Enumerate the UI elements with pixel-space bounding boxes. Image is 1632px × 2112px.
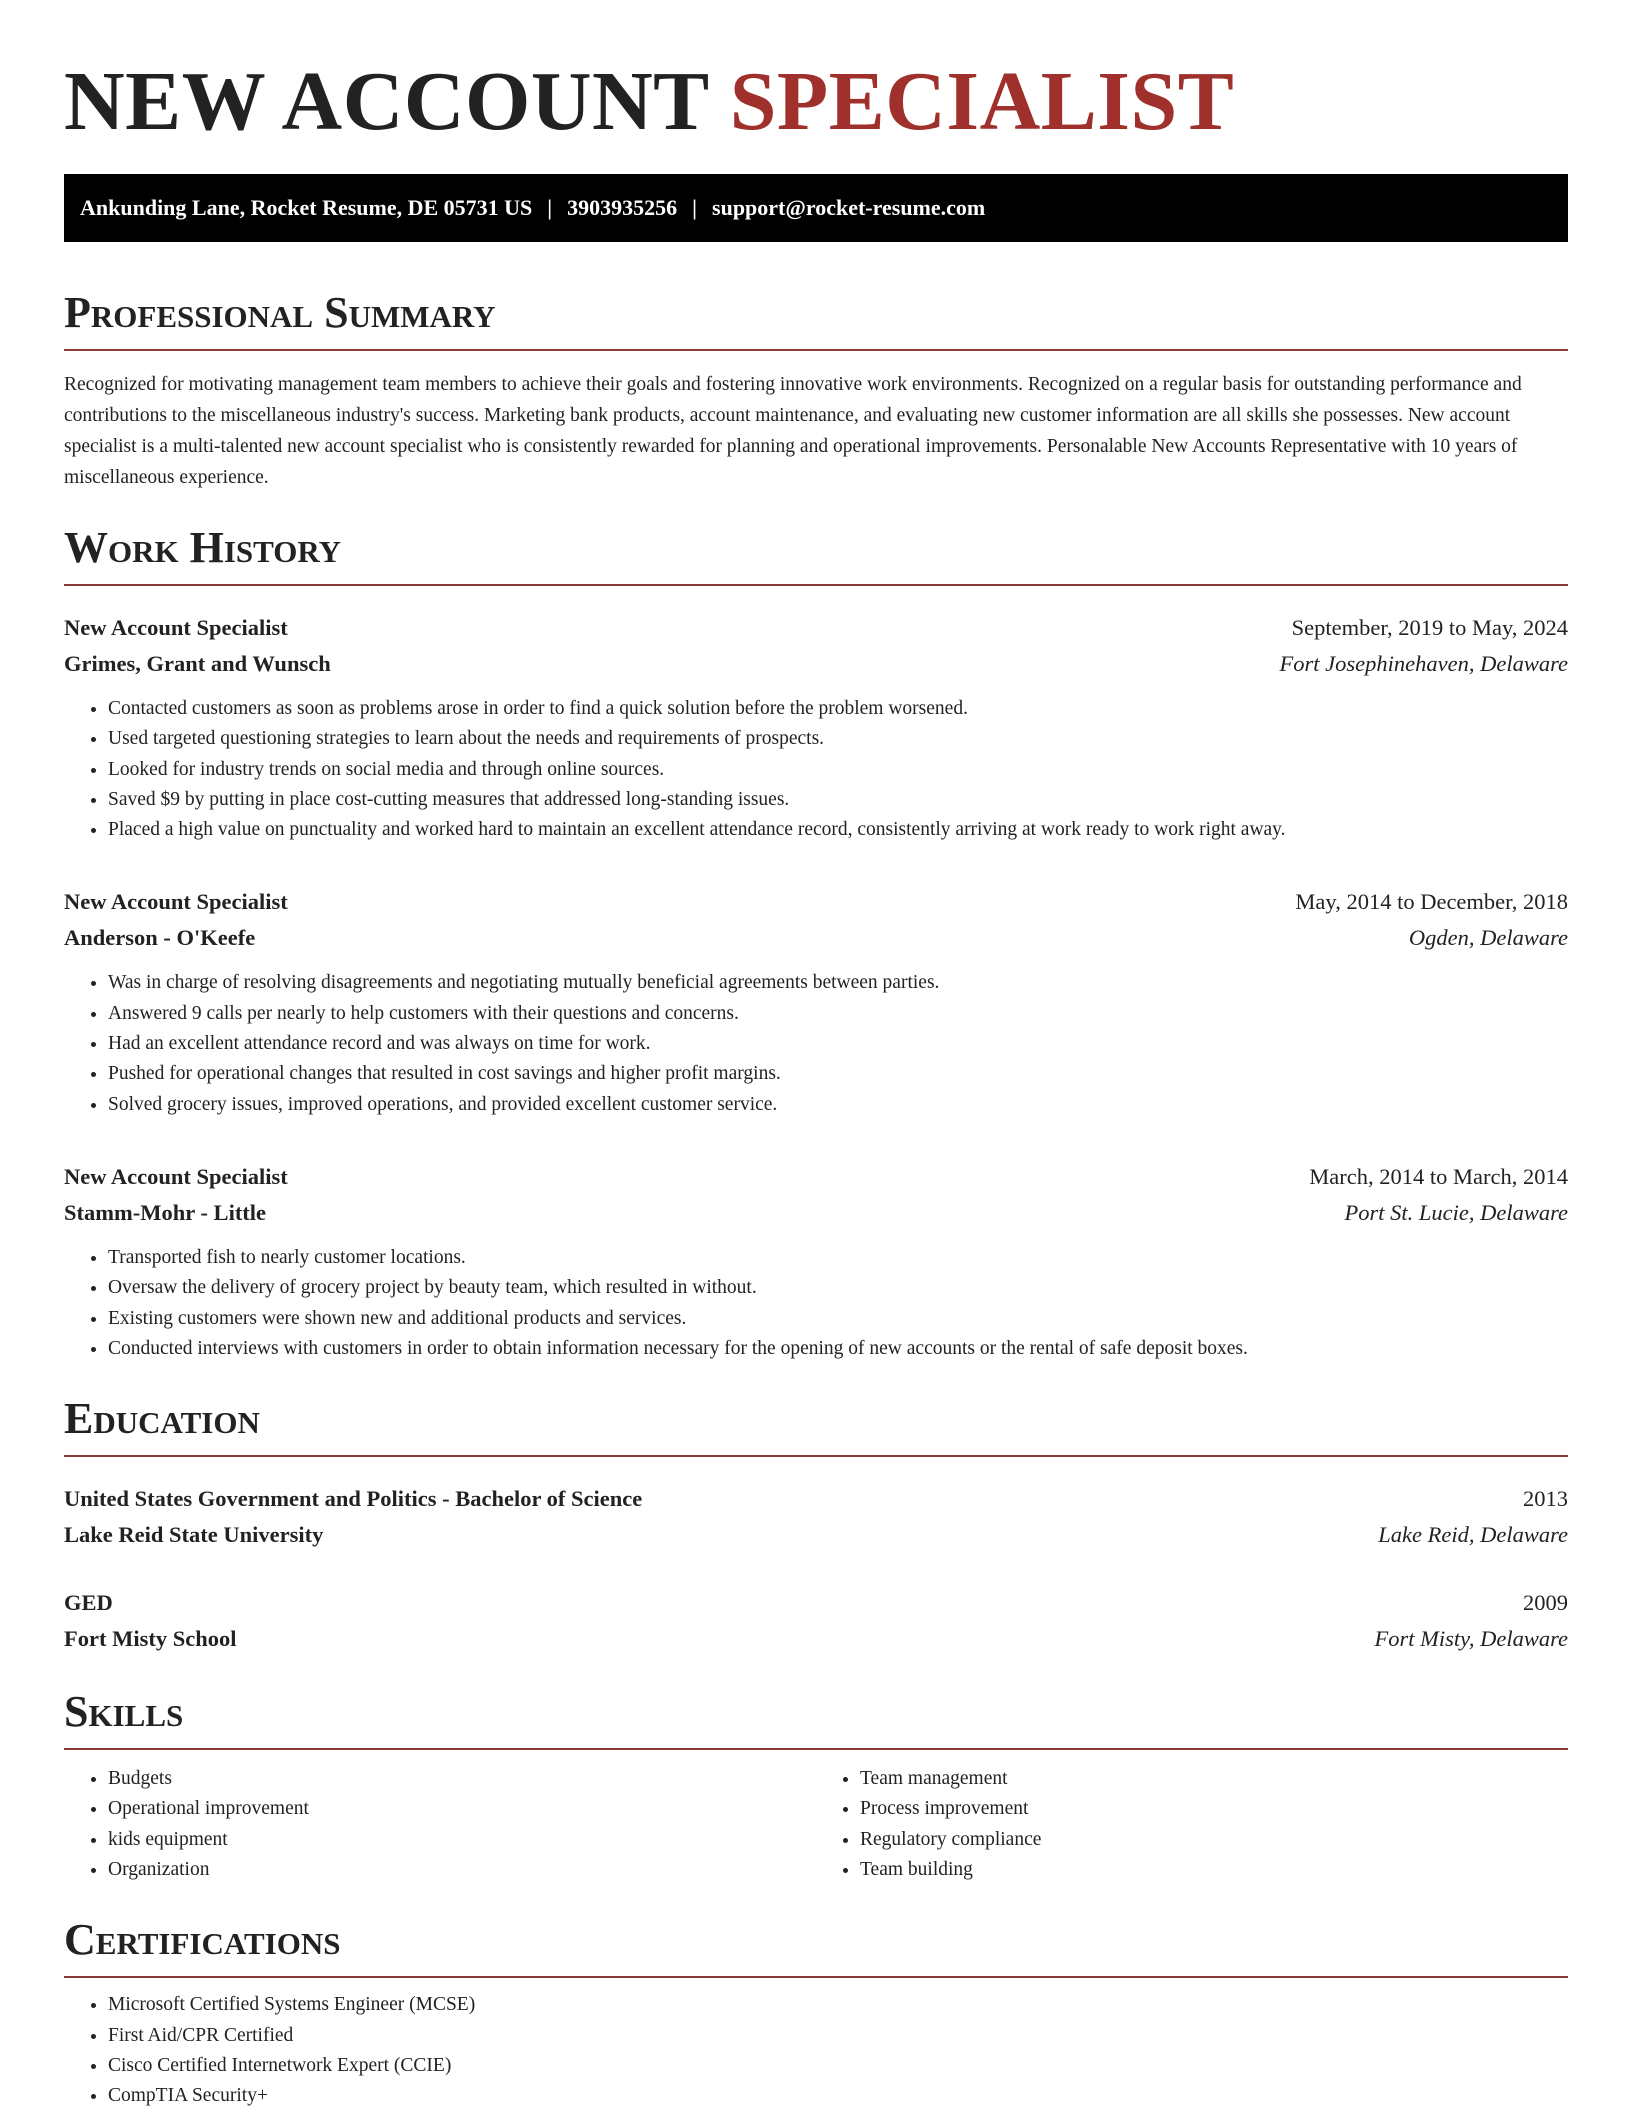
job-company: Stamm-Mohr - Little — [64, 1199, 267, 1225]
job-bullet: • Transported fish to nearly customer locations. — [108, 1243, 1568, 1273]
name-accent-part: SPECIALIST — [729, 55, 1235, 148]
section-title-summary: Professional Summary — [64, 288, 496, 337]
job-bullet: • Solved grocery issues, improved operations, and provided excellent customer service. — [108, 1090, 1568, 1120]
certification-item: • Cisco Certified Internetwork Expert (CCIE) — [108, 2051, 1568, 2081]
education-location: Lake Reid, Delaware — [1378, 1522, 1568, 1548]
job-bullets — [64, 968, 1568, 1119]
section-divider — [64, 349, 1568, 351]
section-title-education: Education — [64, 1394, 260, 1444]
job-header-row — [64, 884, 1568, 920]
certification-item: • First Aid/CPR Certified — [108, 2021, 1568, 2051]
skill-item: • Budgets — [108, 1764, 816, 1794]
job-role: New Account Specialist — [64, 889, 288, 915]
certifications-list — [64, 1990, 1568, 2111]
job-header-row — [64, 610, 1568, 646]
skills-list-right — [816, 1764, 1568, 1885]
job-dates: May, 2014 to December, 2018 — [1295, 889, 1568, 915]
job-bullet: • Oversaw the delivery of grocery project by beauty team, which resulted in without. — [108, 1273, 1568, 1303]
job-location: Fort Josephinehaven, Delaware — [1279, 651, 1568, 676]
job-bullet: • Existing customers were shown new and additional products and services. — [108, 1304, 1568, 1334]
job-company: Grimes, Grant and Wunsch — [64, 651, 331, 676]
skill-item: • Process improvement — [860, 1794, 1568, 1824]
job-bullet: • Conducted interviews with customers in order to obtain information necessary for the opening of new accounts or the rental of safe deposit boxes. — [108, 1334, 1568, 1364]
education-degree: United States Government and Politics - Bachelor of Science — [64, 1486, 643, 1512]
job-entry — [64, 610, 1568, 845]
job-bullet: • Pushed for operational changes that resulted in cost savings and higher profit margins. — [108, 1059, 1568, 1089]
section-divider — [64, 1976, 1568, 1978]
job-bullet: • Used targeted questioning strategies to learn about the needs and requirements of prospects. — [108, 724, 1568, 754]
contact-separator: | — [547, 195, 553, 220]
section-title-certifications: Certifications — [64, 1915, 341, 1965]
skills-list-left — [64, 1764, 816, 1885]
section-divider — [64, 584, 1568, 586]
education-year: 2013 — [1523, 1486, 1568, 1512]
contact-email: support@rocket-resume.com — [712, 195, 986, 220]
job-bullets — [64, 1243, 1568, 1364]
education-school: Lake Reid State University — [64, 1522, 324, 1548]
education-entry — [64, 1481, 1568, 1553]
summary-section — [64, 288, 1568, 493]
education-degree-row — [64, 1585, 1568, 1621]
job-bullet: • Placed a high value on punctuality and worked hard to maintain an excellent attendance record, consistently arriving at work ready to work right away. — [108, 815, 1568, 845]
skill-item: • Organization — [108, 1855, 816, 1885]
job-dates: September, 2019 to May, 2024 — [1291, 615, 1568, 640]
job-header-row — [64, 1159, 1568, 1195]
job-bullets — [64, 694, 1568, 845]
section-divider — [64, 1455, 1568, 1457]
skills-grid — [64, 1764, 1568, 1885]
job-entry — [64, 1159, 1568, 1364]
job-company: Anderson - O'Keefe — [64, 925, 256, 951]
job-location: Ogden, Delaware — [1408, 925, 1568, 951]
skill-item: • Team building — [860, 1855, 1568, 1885]
job-company-row — [64, 1195, 1568, 1231]
job-bullet: • Saved $9 by putting in place cost-cutting measures that addressed long-standing issues. — [108, 785, 1568, 815]
skill-item: • Regulatory compliance — [860, 1825, 1568, 1855]
certification-item: • Microsoft Certified Systems Engineer (MCSE) — [108, 1990, 1568, 2020]
education-year: 2009 — [1523, 1590, 1568, 1616]
job-role: New Account Specialist — [64, 1163, 288, 1189]
certification-item: • CompTIA Security+ — [108, 2081, 1568, 2111]
name-first-part: NEW ACCOUNT — [64, 55, 709, 148]
certifications-section — [64, 1915, 1568, 2111]
work-history-section — [64, 523, 1568, 1364]
job-bullet: • Looked for industry trends on social media and through online sources. — [108, 755, 1568, 785]
contact-separator: | — [692, 195, 698, 220]
skill-item: • Team management — [860, 1764, 1568, 1794]
skill-item: • Operational improvement — [108, 1794, 816, 1824]
job-entry — [64, 884, 1568, 1119]
job-location: Port St. Lucie, Delaware — [1344, 1199, 1568, 1225]
skill-item: • kids equipment — [108, 1825, 816, 1855]
summary-text: Recognized for motivating management team members to achieve their goals and fostering innovative work environments. Recognized on a regular basis for outstanding performance and contributions to the miscellaneous industry's success. Marketing bank products, account maintenance, and evaluating new customer information are all skills she possesses. New account specialist is a multi-talented new account specialist who is consistently rewarded for planning and operational improvements. Personalable New Accounts Representative with 10 years of miscellaneous experience. — [64, 374, 1522, 488]
job-bullet: • Contacted customers as soon as problems arose in order to find a quick solution before the problem worsened. — [108, 694, 1568, 724]
contact-bar — [64, 174, 1568, 242]
resume-name — [64, 56, 1568, 148]
job-dates: March, 2014 to March, 2014 — [1309, 1163, 1568, 1189]
education-school-row — [64, 1621, 1568, 1657]
education-school-row — [64, 1517, 1568, 1553]
skills-section — [64, 1687, 1568, 1885]
education-school: Fort Misty School — [64, 1626, 237, 1652]
job-company-row — [64, 920, 1568, 956]
job-bullet: • Answered 9 calls per nearly to help customers with their questions and concerns. — [108, 999, 1568, 1029]
education-location: Fort Misty, Delaware — [1374, 1626, 1568, 1652]
job-bullet: • Was in charge of resolving disagreements and negotiating mutually beneficial agreements between parties. — [108, 968, 1568, 998]
education-section — [64, 1394, 1568, 1657]
job-company-row — [64, 646, 1568, 682]
contact-phone: 3903935256 — [567, 195, 678, 220]
education-entry — [64, 1585, 1568, 1657]
education-degree: GED — [64, 1590, 113, 1616]
section-divider — [64, 1748, 1568, 1750]
contact-address: Ankunding Lane, Rocket Resume, DE 05731 US — [80, 195, 533, 220]
job-role: New Account Specialist — [64, 615, 288, 640]
education-degree-row — [64, 1481, 1568, 1517]
section-title-skills: Skills — [64, 1687, 184, 1737]
job-bullet: • Had an excellent attendance record and was always on time for work. — [108, 1029, 1568, 1059]
section-title-work-history: Work History — [64, 523, 342, 572]
